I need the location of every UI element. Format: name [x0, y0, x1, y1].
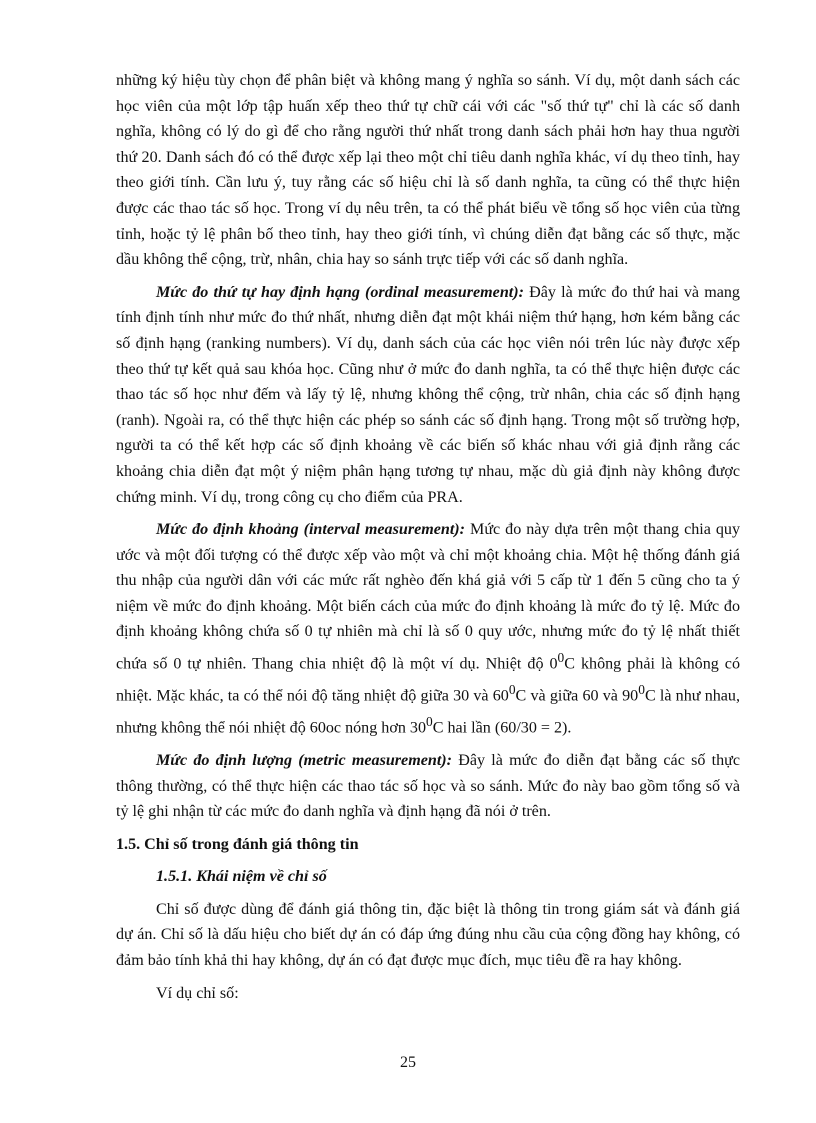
paragraph-indicator-concept: Chỉ số được dùng để đánh giá thông tin, đặc biệt là thông tin trong giám sát và đánh giá dự án. Chỉ số là dấu hiệu cho biết dự án có đáp ứng đúng nhu cầu của cộng đồng hay không, có đảm bảo tính khả thi hay không, dự án có đạt được mục đích, mục tiêu đề ra hay không.	[116, 900, 740, 970]
paragraph-metric	[116, 748, 740, 825]
interval-text-a: Mức đo này dựa trên một thang chia quy ước và một đối tượng có thể được xếp vào một và chỉ một khoảng chia. Một hệ thống đánh giá thu nhập của người dân với các mức rất nghèo đến khá giả với 5 cấp từ 1 đến 5 cũng cho ta ý niệm về mức đo định khoảng. Một biến cách của mức đo định khoảng là mức đo tỷ lệ. Mức đo định khoảng không chứa số 0 tự nhiên mà chỉ là số 0 quy ước, nhưng mức đo tỷ lệ nhất thiết chứa số 0 tự nhiên. Thang chia nhiệt độ là một ví dụ. Nhiệt độ 0	[116, 521, 740, 673]
interval-text-d: C là như nhau, nhưng không thể nói nhiệt độ 60oc nóng hơn 30	[116, 687, 741, 737]
page-number: 25	[400, 1054, 416, 1071]
term-ordinal: Mức đo thứ tự hay định hạng (ordinal measurement):	[156, 283, 524, 301]
paragraph-ordinal-text: Đây là mức đo thứ hai và mang tính định tính như mức đo thứ nhất, nhưng diễn đạt một khái niệm thứ hạng, hơn kém bằng các số định hạng (ranking numbers). Ví dụ, danh sách của các học viên nói trên lúc này được xếp theo thứ tự kết quả sau khóa học. Cũng như ở mức đo danh nghĩa, ta có thể thực hiện được các thao tác số học như đếm và lấy tỷ lệ, nhưng không thể cộng, trừ nhân, chia các số định hạng (ranh). Ngoài ra, có thể thực hiện các phép so sánh các số định hạng. Trong một số trường hợp, người ta có thể kết hợp các số định khoảng về các biến số khác nhau với giả định rằng các khoảng chia diễn đạt một ý niệm phân hạng tương tự nhau, mặc dù giả định này không được chứng minh. Ví dụ, trong công cụ cho điểm của PRA.	[116, 283, 740, 506]
degree-sup: 0	[638, 682, 645, 698]
paragraph-nominal-continued: những ký hiệu tùy chọn để phân biệt và không mang ý nghĩa so sánh. Ví dụ, một danh sách các học viên của một lớp tập huấn xếp theo thứ tự chữ cái với các "số thứ tự" chỉ là các số danh nghĩa, không có lý do gì để cho rằng người thứ nhất trong danh sách phải hơn hay thua người thứ 20. Danh sách đó có thể được xếp lại theo một chỉ tiêu danh nghĩa khác, ví dụ theo tỉnh, hay theo giới tính. Cần lưu ý, tuy rằng các số hiệu chỉ là số danh nghĩa, ta cũng có thể thực hiện được các thao tác số học. Trong ví dụ nêu trên, ta có thể phát biểu về tổng số học viên của từng tỉnh, hoặc tỷ lệ phân bố theo tỉnh, hay theo giới tính, vì chúng diễn đạt bằng các số thực, mặc dầu không thể cộng, trừ, nhân, chia hay so sánh trực tiếp với các số danh nghĩa.	[116, 72, 740, 269]
section-heading-1-5: 1.5. Chỉ số trong đánh giá thông tin	[116, 835, 359, 853]
degree-sup: 0	[557, 650, 565, 666]
paragraph-metric-text: Đây là mức đo diễn đạt bằng các số thực thông thường, có thể thực hiện các thao tác số học và so sánh. Mức đo này bao gồm tổng số và tỷ lệ ghi nhận từ các mức đo danh nghĩa và định hạng đã nói ở trên.	[116, 751, 740, 821]
interval-text-c: C và giữa 60 và 90	[515, 687, 639, 705]
degree-sup: 0	[508, 682, 516, 698]
subsection-heading-1-5-1: 1.5.1. Khái niệm về chỉ số	[156, 868, 327, 886]
paragraph-interval	[116, 517, 740, 741]
term-metric: Mức đo định lượng (metric measurement):	[156, 751, 453, 769]
document-page	[116, 68, 740, 1013]
degree-sup: 0	[426, 713, 433, 729]
interval-text-e: C hai lần (60/30 = 2).	[432, 719, 572, 737]
term-interval: Mức đo định khoảng (interval measurement):	[156, 521, 466, 539]
interval-text-b: C không phải là không có nhiệt. Mặc khác, ta có thể nói độ tăng nhiệt độ giữa 30 và 60	[116, 655, 740, 705]
paragraph-indicator-example: Ví dụ chỉ số:	[156, 984, 239, 1002]
paragraph-ordinal	[116, 280, 740, 510]
